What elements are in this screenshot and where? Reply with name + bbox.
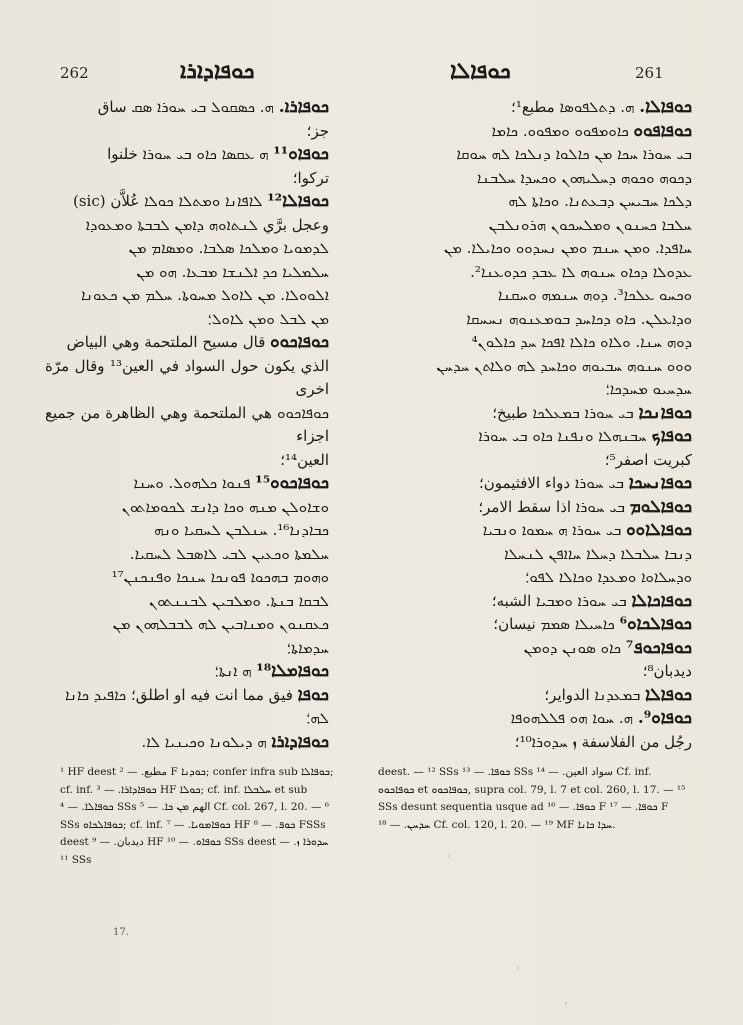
line-text: وعجل برَّي ܠܢܬܐܘܗ ܕܐܡܢ ܠܒܒܬܐ ܘܡܥܘܕܐ: [85, 215, 329, 234]
line-text: ܠܕܡܘܝܐ ܘܡܠܟܐ ܣܠܒܐ. ܘܡܣܐܡ ܡܢ: [128, 239, 329, 257]
line-text: ܠܐܦܐܢܐ ܘܡܬܠܐ ܟܘܠܐ عُلاَّن (sic): [73, 192, 268, 210]
text-line: [45, 190, 329, 214]
text-line: [45, 214, 329, 238]
line-text: رجُل من الفلاسفة ܙ ܚܕܘܪܐ¹⁰؛: [514, 732, 692, 751]
headword: ܟܘܦܐܘ⁹.: [637, 708, 692, 728]
text-line: [45, 590, 329, 614]
footnotes-left: ¹ HF deest مطبع. — ² F ܟܘܕܢܐ; confer infra sub ܟܘܦܐܠܐ; cf. inf. ܟܘܦܐܕܐܪܐ. — ³ HF ܟܘܠܐ; cf. inf. ܚܠܒܠܐ et sub ܟܘܦܐܠܐ. — ⁴ SSs الهم ܡܢ ܟܐ. — ⁵ Cf. col. 267, l. 20. — ⁶ SSs ܟܘܦܐܠܟܐܘ; cf. inf. ܟܘܦܐܡܘܝܐ. — ⁷ HF ܟܘܦ. — ⁸ FSSs deest ديدبان. — ⁹ HF ܟܘܦܐܘ. — ¹⁰ SSs deest ܚܕܘܪܐ ܙ. — ¹¹ SSs: [60, 766, 334, 866]
headword: ܟܘܦܐܦܘܘ: [633, 120, 692, 141]
line-text: ܘܟܚܘ ܥܠܟܐ³. ܕܘܗ ܚܢܡܗ ܘܚܩܢܐ: [497, 286, 692, 304]
text-line: [45, 543, 329, 567]
text-line: [370, 496, 692, 520]
line-text: ܒܝ ܚܘܪܐ ܒܡܥܠܟܐ طبيخ؛: [492, 403, 639, 422]
text-line: [45, 402, 329, 449]
line-text: ܗ ܕܝܠܘܢܐ ܘܟܝܢܝܐ ܠܐ.: [141, 732, 272, 751]
text-line: [370, 237, 692, 261]
text-line: [45, 613, 329, 637]
headword: ܟܘܦܐܠܘܡ: [629, 496, 692, 517]
line-text: فيق مما انت فيه او اطلق؛ ܟܐܦܝܕ ܟܐܢܐ: [64, 685, 298, 704]
text-line: [45, 637, 329, 661]
line-text: ديدبان⁸؛: [642, 662, 692, 680]
headword: ܟܘܦܐܟ: [651, 426, 692, 446]
text-line: [370, 425, 692, 449]
text-line: [45, 96, 329, 120]
text-line: [370, 519, 692, 543]
text-line: [370, 472, 692, 496]
text-line: [45, 261, 329, 285]
headword: ܟܘܦܐܠܐ¹²: [267, 191, 329, 211]
line-text: ܗ. ܟܣܩܘܠ ܒܝ ܚܘܪܐ ܣܩ ساق: [97, 98, 279, 116]
text-line: [370, 355, 692, 379]
headword: ܟܘܦܐܠܐ.: [639, 97, 692, 117]
headword: ܟܘܦܐܕܐܪܐ: [271, 731, 329, 752]
line-text: ܗ. ܚܘܐ ܗܘ ܦܠܠܗܘܦܐ: [510, 709, 638, 727]
text-line: [45, 519, 329, 543]
text-line: [370, 590, 692, 614]
text-line: [370, 167, 692, 191]
text-line: [45, 707, 329, 731]
line-text: ܘܕܚܠܐܘܐ ܘܡܥܕܐ ܘܟܐܠܐ ܠܦܘ؛: [525, 568, 692, 586]
line-text: ܦܢܘܐ ܟܠܗܘܠ. ܘܚܢܐ: [133, 474, 256, 492]
line-text: ܘܗܘܡ ܒܗܟܘܐ ܦܘܢܟܐ ܚܢܟܐ ܘܦܢܟܢܢ¹⁷: [111, 568, 329, 586]
text-line: [370, 261, 692, 285]
line-text: ܠܒܩܐ ܒܢܬܐ. ܘܡܠܒܝܢ ܠܒܢܢܬܘܢ: [149, 591, 329, 610]
line-text: الذي يكون حول السواد في العين¹³ وقال مرّة اخرى: [45, 356, 329, 398]
headword: ܟܘܦܐܟܘܘ: [270, 332, 329, 352]
line-text: كبريت اصفر⁵؛: [604, 450, 692, 469]
left-page-number: 262: [60, 64, 89, 82]
text-line: [45, 660, 329, 684]
line-text: ܚܕܚܝܘ ܡܚܕܟܐ؛: [606, 380, 692, 398]
line-text: جز؛: [306, 121, 329, 140]
text-line: [45, 331, 329, 355]
line-text: ܚܐܦܕܐ. ܘܡܢ ܚܢܡ ܘܡܢ ܢܚܕܘܘ ܘܟܐܝܠܐ. ܡܢ: [443, 239, 692, 257]
headword: ܟܘܦܐܠܐܘܘ: [626, 520, 692, 540]
line-text: ܟܐܚܝܠܐ ܣܡܡ نيسان؛: [493, 615, 620, 633]
headword: ܟܘܦܐܟܘܘ¹⁵: [255, 473, 329, 493]
line-text: ܒܝ ܚܘܪܐ دواء الافثيمون؛: [478, 474, 629, 492]
text-line: [45, 684, 329, 708]
headword: ܟܘܦܐ: [297, 684, 329, 705]
line-text: ܕܠܟܐ ܚܒܝܚܢ ܕܒܥܬܢܐ. ܘܟܐܬܐ ܠܗ: [508, 192, 692, 210]
line-text: ܟܒܐܕܢܐ¹⁶. ܚܢܠܒܢ ܠܚܩܝܐ ܘܢܗ: [154, 521, 329, 539]
text-line: [370, 707, 692, 731]
line-text: ܘܘܘ ܚܢܘܗ ܚܒܝܘܗ ܘܟܐܚܕ ܠܗ ܘܠܐܬܢ ܚܕܚܢ: [436, 356, 692, 375]
line-text: تركوا؛: [292, 168, 329, 187]
line-text: ܕܘܗ ܚܢܐ. ܘܠܐܘ ܟܐܠܐ ܐܦܟܐ ܚܕ ܟܐܠܘܢ⁴: [471, 333, 692, 351]
line-text: ܒܡܥܕܢܐ الدواير؛: [544, 685, 646, 704]
headword: ܟܘܦܐܠܐ: [645, 684, 692, 705]
page-header: [40, 58, 700, 94]
text-line: [370, 120, 692, 144]
text-line: [45, 143, 329, 167]
line-text: ܚܕܡܐܬܐ؛: [287, 638, 329, 657]
text-line: [45, 355, 329, 402]
line-text: ܕܢܒܐ ܚܠܒܠܐ ܕܚܠܐ ܚܐܐܦܢ ܠܢܚܠܐ: [504, 544, 692, 563]
text-line: [45, 120, 329, 144]
text-line: [45, 754, 329, 756]
headword: ܟܘܦܐܠܟܐܘ⁶: [619, 614, 692, 634]
line-text: ܟܐܘ ܣܘܢܢ ܕܘܡܢ: [523, 638, 626, 657]
headword: ܟܘܦܐܟܐܠܐ: [631, 590, 692, 611]
line-text: ܗ. ܕܬܠܦܘܣܐ مطبع¹؛: [511, 98, 640, 116]
text-line: [370, 143, 692, 167]
text-line: [370, 402, 692, 426]
text-line: [45, 308, 329, 332]
line-text: ܡܢ ܠܒܠ ܘܡܢ ܠܐܘܠ؛: [208, 309, 329, 328]
text-line: [370, 660, 692, 684]
line-text: ܕܟܘܗ ܘܟܘܗ ܕܚܠܝܗܘܢ ܘܟܚܕܐ ܚܠܒܢܐ: [476, 168, 692, 187]
right-column: [370, 96, 692, 756]
line-text: ܒܝ ܚܘܪܐ ܚܟܐ ܡܢ ܟܐܠܘܐ ܕܢܠܟܐ ܠܗ ܚܘܩܐ: [456, 145, 692, 163]
paper-speck: [448, 855, 450, 857]
line-text: ܗ ܐܢܬܐ؛: [215, 662, 257, 680]
text-line: [370, 637, 692, 661]
text-line: [370, 284, 692, 308]
headword: ܟܘܦܐܢܟܐ: [638, 402, 692, 423]
text-line: [45, 237, 329, 261]
headword: ܟܘܦܐܡܠܐ¹⁸: [256, 661, 329, 681]
text-line: [45, 731, 329, 755]
paper-speck: [517, 967, 519, 969]
text-line: [370, 308, 692, 332]
line-text: ܘܕܐܥܠܢ. ܟܐܘ ܕܟܐܚܕ ܒܘܡܥܢܘܗ ܢܚܚܩܐ: [466, 309, 692, 328]
left-running-head: ܟܘܦܐܕܐܪܐ: [180, 58, 255, 84]
text-line: [370, 214, 692, 238]
line-text: ܘܫܐܘܠܢ ܡܢܗ ܘܟܐ ܕܐܢܫ ܠܟܘܡܐܬܘܢ: [121, 497, 329, 516]
headword: ܟܘܦܐܟܘܦ⁷: [625, 637, 692, 658]
headword: ܟܘܦܐܪܐ.: [278, 97, 329, 117]
line-text: ܒܝ ܚܘܪܐ ܘܡܒܝܐ الشبه؛: [491, 591, 632, 610]
text-line: [370, 566, 692, 590]
line-text: العين¹⁴؛: [280, 450, 329, 469]
line-text: ܚܠܡܠܝܐ ܟܕ ܐܠܢܫܐ ܡܒܥܐ. ܗܘ ܡܢ: [136, 262, 329, 281]
paper-speck: [565, 1002, 567, 1004]
right-running-head: ܟܘܦܐܠܐ: [450, 58, 511, 84]
line-text: ܐܠܘܘܠܐ. ܡܢ ܠܐܘܠ ܡܚܘܬܐ. ܚܠܡ ܡܢ ܟܥܘܢܐ: [81, 286, 329, 304]
text-line: [45, 566, 329, 590]
right-page-number: 261: [635, 64, 664, 82]
line-text: ܚܠܡܬܐ ܘܟܥܝܢ ܠܒܝ ܠܐܣܒܠ ܠܚܩܝܐ.: [129, 544, 329, 563]
text-line: [370, 96, 692, 120]
text-line: [45, 167, 329, 191]
footnotes-right: deest. — ¹² SSs ܟܘܦܐ. — ¹³ SSs سواد العين. — ¹⁴ Cf. inf. ܟܘܦܐܟܘܘ et ܟܘܦܐܟܘܘ, supra col. 79, l. 7 et col. 260, l. 17. — ¹⁵ SSs desunt sequentia usque ad ܟܘܦܐ. — ¹⁶ F ܟܘܦܐ. — ¹⁷ F ܚܕܚܢ. — ¹⁸ Cf. col. 120, l. 20. — ¹⁹ MF ܚܕܐ ܟܐܢܐ.: [378, 766, 686, 831]
text-line: [45, 449, 329, 473]
text-line: [370, 331, 692, 355]
text-line: [370, 731, 692, 755]
text-line: [45, 284, 329, 308]
left-column: [45, 96, 329, 756]
text-line: [370, 543, 692, 567]
line-text: ܚܠܒܐ ܟܚܢܘܢ ܘܡܠܚܟܘܢ ܗܪܘܢܠܒܢ: [488, 215, 692, 234]
line-text: ܗ ܥܩܣܐ ܟܐܘ ܒܝ ܚܘܪܐ خلنوا: [107, 145, 274, 163]
line-text: ܟܐܘܡܦܘܘ ܘܡܦܘܘ. ܟܐܡܐ: [491, 121, 634, 140]
text-line: [45, 472, 329, 496]
line-text: ܟܘܦܐܟܘܘ هي الملتحمة وهي الظاهرة من جميع اجزاء: [45, 403, 329, 445]
text-line: [370, 449, 692, 473]
text-line: [370, 190, 692, 214]
headword: ܟܘܦܐܘ¹¹: [273, 144, 329, 164]
line-text: قال مسيح الملتحمة وهي البياض: [66, 333, 271, 351]
text-line: [370, 378, 692, 402]
text-line: [45, 496, 329, 520]
text-line: [370, 684, 692, 708]
headword: ܟܘܦܐܢܚܟܐ: [628, 473, 692, 493]
line-text: ܒܝ ܚܘܪܐ ܗ ܚܡܘܐ ܘܢܒܝܐ: [482, 521, 627, 539]
signature-mark: 17.: [113, 927, 129, 938]
text-line: [370, 613, 692, 637]
line-text: ܟܥܩܢܘܢ ܘܡܢܐܒܝܢ ܠܗ ܠܒܒܠܗܘܢ ܡܢ: [112, 615, 329, 633]
line-text: ܒܝ ܚܘܪܐ اذا سقط الامر؛: [478, 497, 630, 516]
line-text: ܠܗ؛: [306, 709, 329, 727]
line-text: ܚܒܢܗܠܐ ܘܢܦܢܐ ܟܐܘ ܒܝ ܚܘܪܐ: [478, 427, 652, 445]
line-text: ܥܕܘܠܐ ܕܟܐܘ ܚܢܘܗ ܠܐ ܥܒܕ ܟܕܘܥܢܐ².: [470, 262, 692, 281]
